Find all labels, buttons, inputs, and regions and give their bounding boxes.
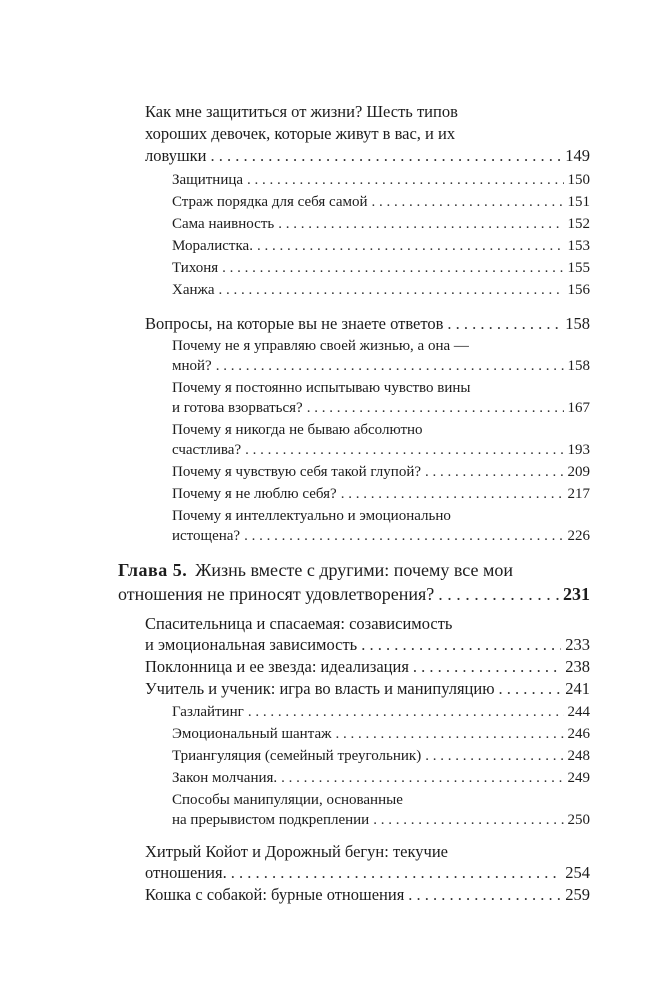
toc-page-number: 241 — [565, 679, 590, 698]
toc-subentry — [172, 704, 590, 721]
leader-dots — [499, 679, 562, 699]
toc-entry — [145, 635, 590, 655]
toc-page-number: 259 — [565, 885, 590, 904]
toc-subentry — [172, 486, 590, 503]
toc-page-number: 193 — [567, 442, 590, 458]
toc-entry — [145, 885, 590, 905]
toc-entry-title: Моралистка. — [172, 238, 253, 254]
toc-entry-title: Учитель и ученик: игра во власть и манипуляцию — [145, 679, 495, 698]
toc-entry-title: Защитница — [172, 172, 244, 188]
toc-page-number: 248 — [567, 748, 590, 764]
toc-entry-line: Почему не я управляю своей жизнью, а она — — [172, 338, 469, 354]
toc-entry-title: и эмоциональная зависимость — [145, 635, 358, 654]
toc-page-number: 217 — [567, 486, 590, 502]
chapter-entry — [118, 584, 590, 605]
toc-entry-title: Эмоциональный шантаж — [172, 726, 332, 742]
toc-entry-title: Сама наивность — [172, 216, 275, 232]
toc-subentry — [172, 400, 590, 417]
chapter-page-number: 231 — [563, 584, 590, 604]
toc-subentry — [172, 442, 590, 459]
toc-entry-title: мной? — [172, 358, 212, 374]
chapter-title-line: Жизнь вместе с другими: почему все мои — [195, 560, 513, 580]
chapter-title: отношения не приносят удовлетворения? — [118, 584, 435, 604]
toc-page-number: 226 — [567, 528, 590, 544]
toc-entry-title: истощена? — [172, 528, 241, 544]
toc-entry-line: Почему я постоянно испытываю чувство вины — [172, 380, 471, 396]
toc-subentry — [172, 238, 590, 255]
toc-entry-line: Спасительница и спасаемая: созависимость — [145, 614, 453, 633]
toc-entry-line: хороших девочек, которые живут в вас, и их — [145, 124, 456, 143]
toc-page-number: 158 — [567, 358, 590, 374]
leader-dots — [335, 726, 563, 743]
leader-dots — [307, 400, 564, 417]
toc-subentry — [172, 748, 590, 765]
toc-subentry — [172, 528, 590, 545]
leader-dots — [341, 486, 564, 503]
toc-entry — [145, 146, 590, 166]
leader-dots — [373, 812, 563, 829]
toc-subentry — [172, 358, 590, 375]
toc-entry-title: Газлайтинг — [172, 704, 244, 720]
toc-entry-title: Триангуляция (семейный треугольник) — [172, 748, 422, 764]
toc-page-number: 149 — [565, 146, 590, 165]
toc-entry-title: Кошка с собакой: бурные отношения — [145, 885, 405, 904]
leader-dots — [222, 260, 563, 277]
toc-entry-title: счастлива? — [172, 442, 242, 458]
leader-dots — [438, 584, 559, 605]
toc-entry-title: Почему я не люблю себя? — [172, 486, 337, 502]
toc-entry — [145, 657, 590, 677]
leader-dots — [281, 770, 563, 787]
toc-page-number: 150 — [567, 172, 590, 188]
toc-subentry — [172, 194, 590, 211]
toc-subentry — [172, 282, 590, 299]
chapter-heading — [118, 560, 590, 581]
leader-dots — [278, 216, 563, 233]
leader-dots — [257, 238, 564, 255]
leader-dots — [219, 282, 564, 299]
toc-page-number: 244 — [567, 704, 590, 720]
toc-page-number: 156 — [567, 282, 590, 298]
leader-dots — [413, 657, 561, 677]
toc-page-number: 246 — [567, 726, 590, 742]
toc-entry-title: отношения. — [145, 863, 227, 882]
toc-subentry — [172, 216, 590, 233]
toc-entry-line: Почему я интеллектуально и эмоционально — [172, 508, 451, 524]
toc-entry-title: Ханжа — [172, 282, 215, 298]
toc-page-number: 152 — [567, 216, 590, 232]
leader-dots — [244, 528, 563, 545]
leader-dots — [248, 704, 564, 721]
toc-entry-line: Как мне защититься от жизни? Шесть типов — [145, 102, 458, 121]
toc-page-number: 151 — [567, 194, 590, 210]
toc-entry-line: Почему я никогда не бываю абсолютно — [172, 422, 423, 438]
toc-entry-title: на прерывистом подкреплении — [172, 812, 370, 828]
leader-dots — [247, 172, 563, 189]
toc-subentry — [172, 172, 590, 189]
toc-subentry — [172, 812, 590, 829]
toc-entry — [145, 863, 590, 883]
toc-entry — [145, 679, 590, 699]
leader-dots — [425, 748, 563, 765]
leader-dots — [245, 442, 563, 459]
toc-page-number: 209 — [567, 464, 590, 480]
toc-page-number: 249 — [567, 770, 590, 786]
toc-entry-title: Поклонница и ее звезда: идеализация — [145, 657, 409, 676]
leader-dots — [408, 885, 561, 905]
toc-subentry — [172, 770, 590, 787]
toc-page-number: 158 — [565, 314, 590, 333]
leader-dots — [231, 863, 562, 883]
toc-page-number: 155 — [567, 260, 590, 276]
toc-subentry — [172, 464, 590, 481]
toc-entry — [145, 314, 590, 334]
leader-dots — [361, 635, 561, 655]
toc-subentry — [172, 726, 590, 743]
leader-dots — [216, 358, 564, 375]
toc-page-number: 254 — [565, 863, 590, 882]
toc-subentry — [172, 260, 590, 277]
toc-entry-title: Страж порядка для себя самой — [172, 194, 368, 210]
toc-page-number: 238 — [565, 657, 590, 676]
toc-entry-line: Способы манипуляции, основанные — [172, 792, 403, 808]
toc-entry-title: Тихоня — [172, 260, 219, 276]
toc-entry-line: Хитрый Койот и Дорожный бегун: текучие — [145, 842, 448, 861]
toc-entry-title: Закон молчания. — [172, 770, 278, 786]
leader-dots — [211, 146, 562, 166]
leader-dots — [372, 194, 564, 211]
toc-entry-title: ловушки — [145, 146, 207, 165]
leader-dots — [447, 314, 561, 334]
leader-dots — [425, 464, 563, 481]
toc-entry-title: и готова взорваться? — [172, 400, 303, 416]
toc-page-number: 167 — [567, 400, 590, 416]
toc-entry-title: Почему я чувствую себя такой глупой? — [172, 464, 422, 480]
toc-page-number: 153 — [567, 238, 590, 254]
chapter-label: Глава 5. — [118, 560, 188, 580]
toc-page-number: 250 — [567, 812, 590, 828]
toc-entry-title: Вопросы, на которые вы не знаете ответов — [145, 314, 444, 333]
toc-page-number: 233 — [565, 635, 590, 654]
